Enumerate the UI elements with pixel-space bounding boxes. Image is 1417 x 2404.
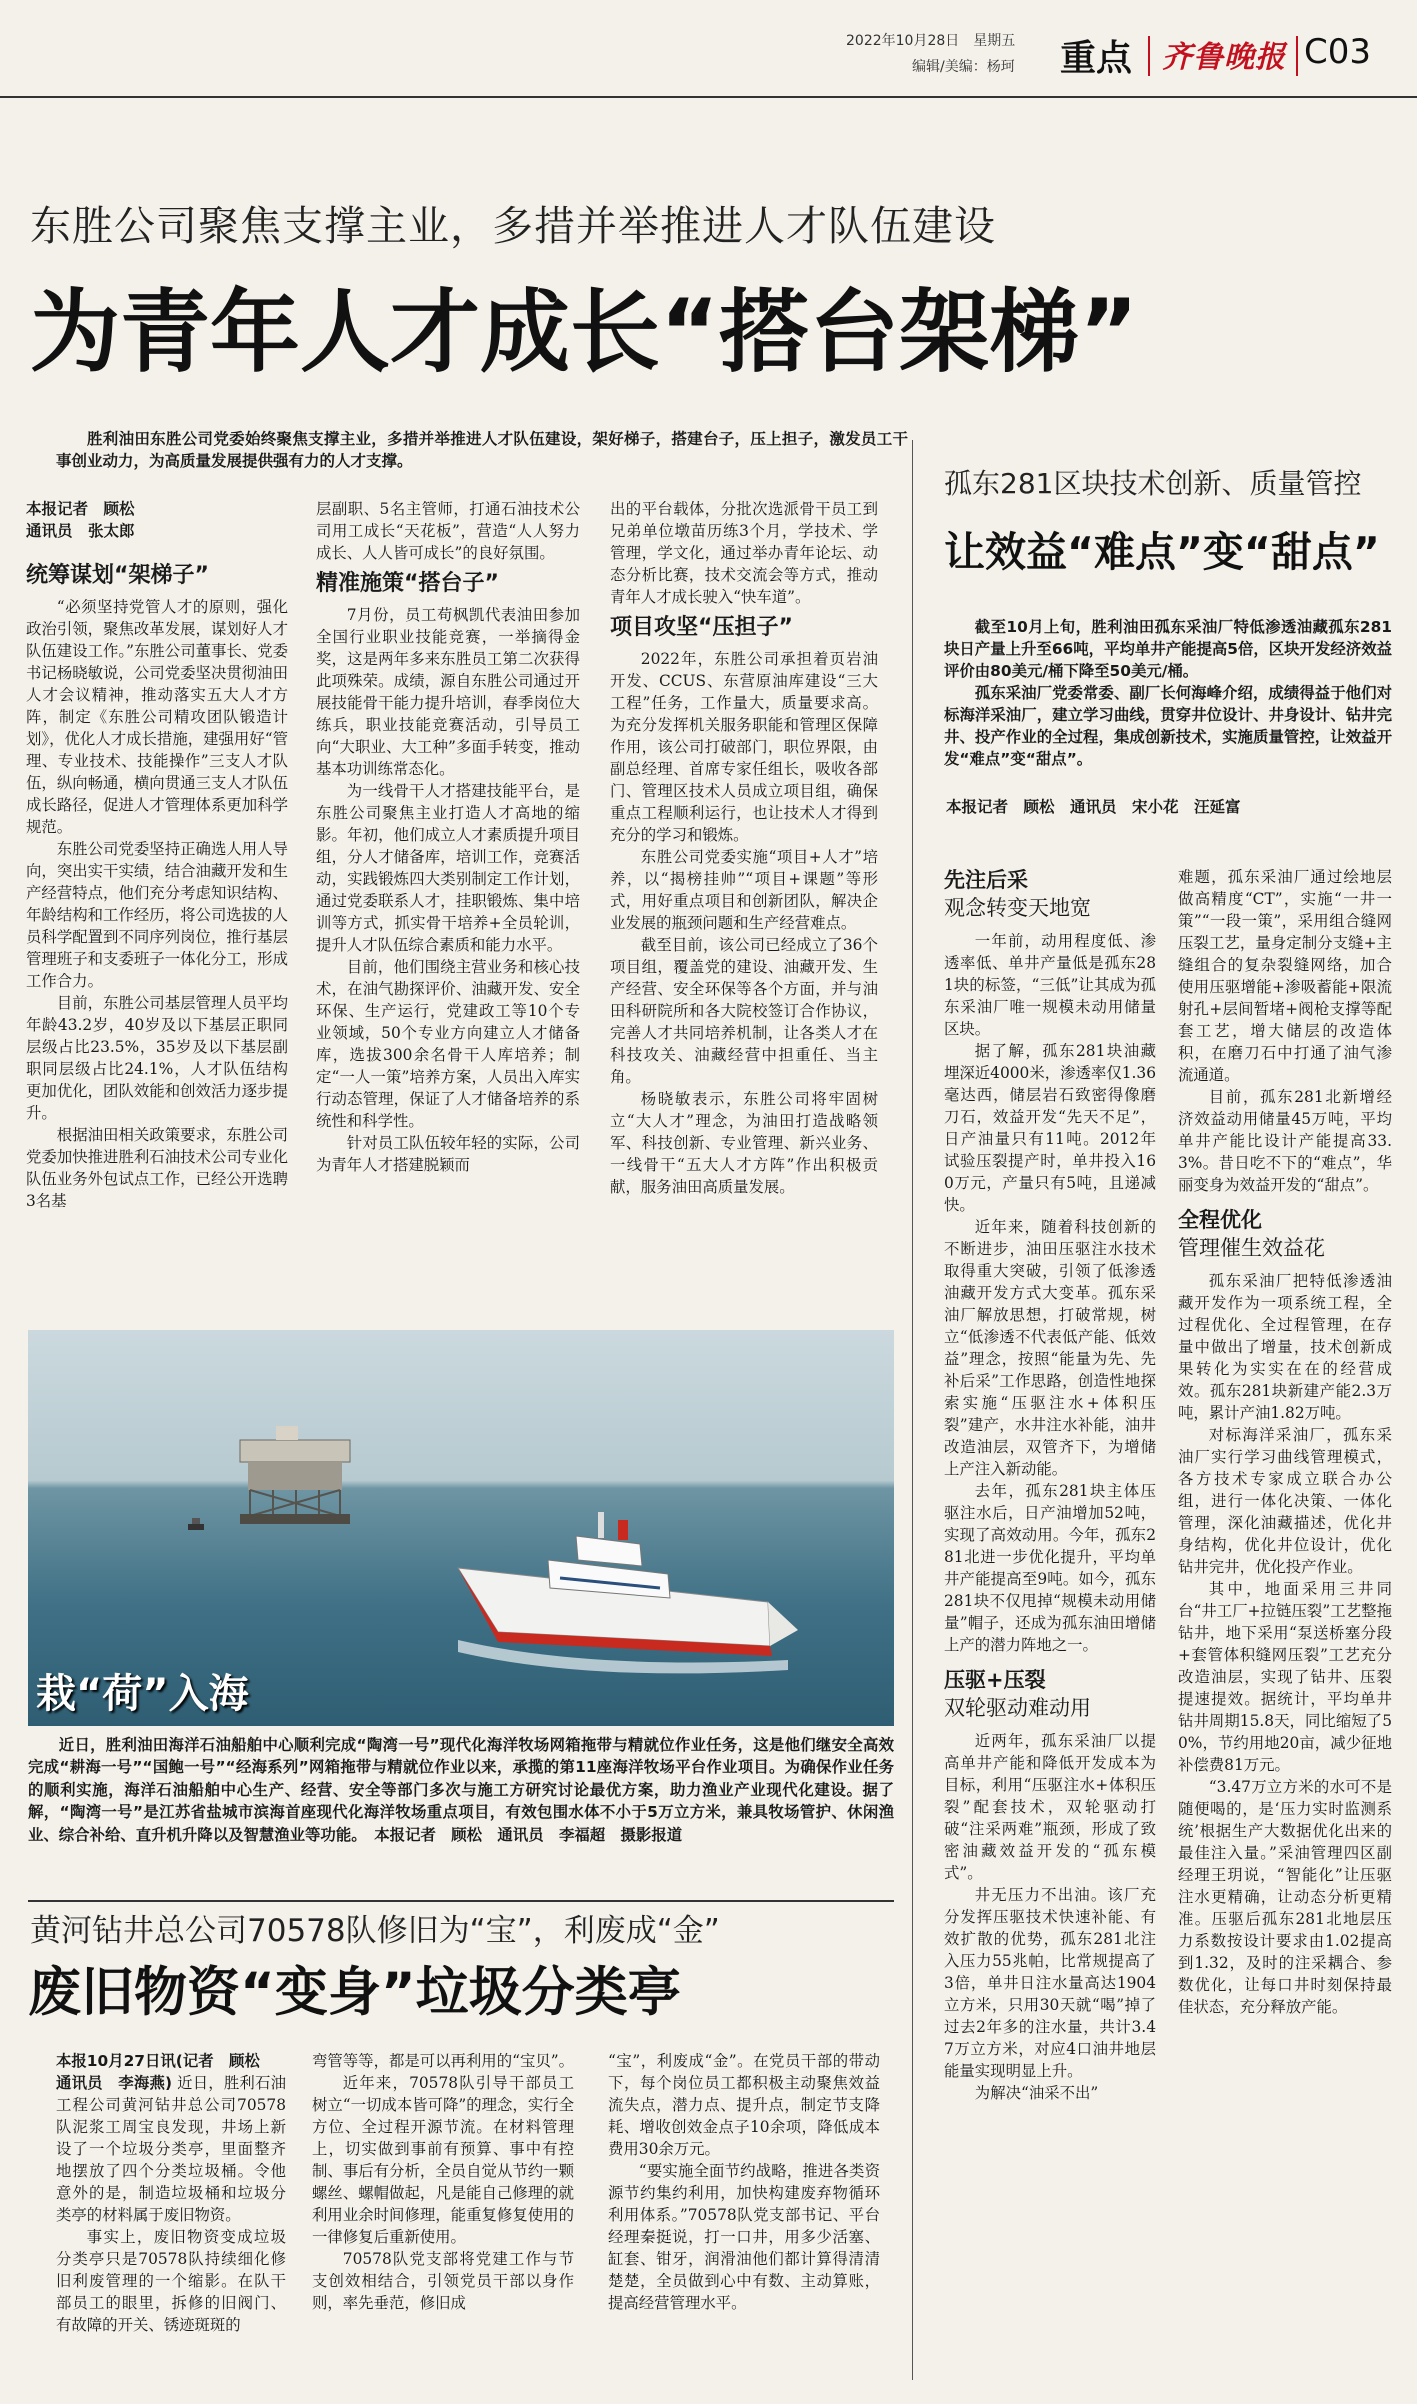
a1-paragraph: 截至目前，该公司已经成立了36个项目组，覆盖党的建设、油藏开发、生产经营、安全环保等各个方面，并与油田科研院所和各大院校签订合作协议，完善人才共同培养机制，让各类人才在科技攻关、油藏经营中担重任、当主角。 xyxy=(610,936,878,1086)
sea-photo xyxy=(28,1330,894,1726)
a1-paragraph: 2022年，东胜公司承担着页岩油开发、CCUS、东营原油库建设“三大工程”任务，工作量大，质量要求高。为充分发挥机关服务职能和管理区保障作用，该公司打破部门，职位界限，由副总经理、首席专家任组长，吸收各部门、管理区技术人员成立项目组，确保重点工程顺利运行，也让技术人才得到充分的学习和锻炼。 xyxy=(610,650,878,844)
a1-paragraph: 杨晓敏表示，东胜公司将牢固树立“大人才”理念，为油田打造战略领军、科技创新、专业管理、新兴业务、一线骨干“五大人才方阵”作出积极贡献，服务油田高质量发展。 xyxy=(610,1090,878,1196)
a1-subhead-2: 精准施策“搭台子” xyxy=(316,571,499,596)
a3-col-2 xyxy=(1178,866,1392,2382)
a1-paragraph: 出的平台载体，分批次选派骨干员工到兄弟单位墩苗历练3个月，学技术、学管理，学文化，通过举办青年论坛、动态分析比赛，技术交流会等方式，推动青年人才成长驶入“快车道”。 xyxy=(610,500,878,606)
page-number: C03 xyxy=(1304,32,1372,72)
issue-weekday: 星期五 xyxy=(973,33,1016,49)
header-date xyxy=(846,30,1015,50)
a2-paragraph: 事实上，废旧物资变成垃圾分类亭只是70578队持续细化修旧利废管理的一个缩影。在队干部员工的眼里，拆修的旧阀门、有故障的开关、锈迹斑斑的 xyxy=(56,2228,286,2334)
a2-col-1 xyxy=(56,2050,286,2390)
a1-paragraph: 7月份，员工苟枫凯代表油田参加全国行业职业技能竞赛，一举摘得金奖，这是两年多来东胜员工第二次获得此项殊荣。成绩，源自东胜公司通过开展技能骨干能力提升培训，春季岗位大练兵，职业技能竞赛活动，引导员工向“大职业、大工种”多面手转变，推动基本功训练常态化。 xyxy=(316,606,580,778)
photo-caption-box xyxy=(28,1734,894,1886)
a3-byline: 本报记者 顾松 通讯员 宋小花 汪延富 xyxy=(946,798,1241,816)
a2-kicker: 黄河钻井总公司70578队修旧为“宝”，利废成“金” xyxy=(30,1913,720,1949)
a3-paragraph: 近年来，随着科技创新的不断进步，油田压驱注水技术取得重大突破，引领了低渗透油藏开发方式大变革。孤东采油厂解放思想，打破常规，树立“低渗透不代表低产能、低效益”理念，按照“能量为先、先补后采”工作思路，创造性地探索实施“压驱注水+体积压裂”建产，水井注水补能，油井改造油层，双管齐下，为增储上产注入新动能。 xyxy=(944,1218,1156,1478)
a3-paragraph: 去年，孤东281块主体压驱注水后，日产油增加52吨，实现了高效动用。今年，孤东281北进一步优化提升，平均单井产能提高至9吨。如今，孤东281块不仅甩掉“规模未动用储量”帽子，还成为孤东油田增储上产的潜力阵地之一。 xyxy=(944,1482,1156,1654)
a1-paragraph: 针对员工队伍较年轻的实际，公司为青年人才搭建脱颖而 xyxy=(316,1134,580,1174)
a3-paragraph: 据了解，孤东281块油藏埋深近4000米，渗透率仅1.36毫达西，储层岩石致密得像磨刀石，效益开发“先天不足”，日产油量只有11吨。2012年试验压裂提产时，单井投入160万元，产量只有5吨，且递减快。 xyxy=(944,1042,1156,1214)
a2-paragraph: “宝”，利废成“金”。在党员干部的带动下，每个岗位员工都积极主动聚焦效益流失点，潜力点、提升点，制定节支降耗、增收创效金点子10余项，降低成本费用30余万元。 xyxy=(608,2052,880,2158)
a3-lead-2: 孤东采油厂党委常委、副厂长何海峰介绍，成绩得益于他们对标海洋采油厂，建立学习曲线，贯穿井位设计、井身设计、钻井完井、投产作业的全过程，集成创新技术，实施质量管控，让效益开发“难点”变“甜点”。 xyxy=(944,684,1392,768)
newspaper-logo: 齐鲁晚报 xyxy=(1162,40,1286,75)
small-tugboat xyxy=(188,1518,204,1530)
a1-paragraph: 目前，他们围绕主营业务和核心技术，在油气勘探评价、油藏开发、安全环保、生产运行，党建政工等10个专业领域，50个专业方向建立人才储备库，选拔300余名骨干人库培养；制定“一人一策”培养方案，人员出入库实行动态管理，保证了人才储备培养的系统性和科学性。 xyxy=(316,958,580,1130)
a2-col-2 xyxy=(312,2050,574,2390)
a2-text: 近日，胜利石油工程公司黄河钻井总公司70578队泥浆工周宝良发现，井场上新设了一个垃圾分类亭，里面整齐地摆放了四个分类垃圾桶。令他意外的是，制造垃圾桶和垃圾分类亭的材料属于废旧物资。 xyxy=(56,2074,286,2224)
a1-correspondent: 通讯员 张太郎 xyxy=(26,522,135,540)
a1-paragraph: 根据油田相关政策要求，东胜公司党委加快推进胜利石油技术公司专业化队伍业务外包试点工作，已经公开选聘3名基 xyxy=(26,1126,288,1210)
photo-title: 栽“荷”入海 xyxy=(36,1671,249,1717)
photo-caption: 近日，胜利油田海洋石油船舶中心顺利完成“陶湾一号”现代化海洋牧场网箱拖带与精就位作业任务，这是他们继安全高效完成“耕海一号”“国鲍一号”“经海系列”网箱拖带与精就位作业以来，承揽的第11座海洋牧场平台作业项目。为确保作业任务的顺利实施，海洋石油船舶中心生产、经营、安全等部门多次与施工方研究讨论最优方案，助力渔业产业现代化建设。据了解，“陶湾一号”是江苏省盐城市滨海首座现代化海洋牧场重点项目，有效包围水体不小于5万立方米，兼具牧场管护、休闲渔业、综合补给、直升机升降以及智慧渔业等功能。 本报记者 顾松 通讯员 李福超 摄影报道 xyxy=(28,1736,894,1844)
a1-col-1 xyxy=(26,496,288,1322)
a3-kicker: 孤东281区块技术创新、质量管控 xyxy=(944,467,1362,500)
rescue-ship xyxy=(458,1512,798,1673)
a3-subhead-3b: 管理催生效益花 xyxy=(1178,1236,1325,1260)
a2-byline-2: 通讯员 李海燕) xyxy=(56,2074,173,2092)
a3-paragraph: “3.47万立方米的水可不是随便喝的，是‘压力实时监测系统’根据生产大数据优化出来的最佳注入量。”采油管理四区副经理王玥说，“智能化”让压驱注水更精确，让动态分析更精准。压驱后孤东281北地层压力系数按设计要求由1.02提高到1.32，及时的注采耦合、参数优化，让每口井时刻保持最佳状态，充分释放产能。 xyxy=(1178,1778,1392,2016)
header-rule xyxy=(0,96,1417,98)
header-editor: 编辑/美编：杨珂 xyxy=(912,59,1015,75)
a1-paragraph: 层副职、5名主管师，打通石油技术公司用工成长“天花板”，营造“人人努力成长、人人皆可成长”的良好氛围。 xyxy=(316,500,580,562)
a2-byline-1: 本报10月27日讯(记者 顾松 xyxy=(56,2052,260,2070)
a2-paragraph: “要实施全面节约战略，推进各类资源节约集约利用，加快构建废弃物循环利用体系。”70578队党支部书记、平台经理秦挺说，打一口井，用多少活塞、缸套、钳牙，润滑油他们都计算得清清楚楚，全员做到心中有数、主动算账，提高经营管理水平。 xyxy=(608,2162,880,2312)
a2-col-3 xyxy=(608,2050,880,2390)
a1-subhead-3: 项目攻坚“压担子” xyxy=(610,615,793,640)
a1-col-2 xyxy=(316,498,580,1322)
a3-lead xyxy=(944,616,1392,776)
header-divider xyxy=(1148,36,1150,76)
a1-paragraph: 为一线骨干人才搭建技能平台，是东胜公司聚焦主业打造人才高地的缩影。年初，他们成立人才素质提升项目组，分人才储备库，培训工作，竞赛活动，实践锻炼四大类别制定工作计划，通过党委联系人才，挂职锻炼、集中培训等方式，抓实骨干培养+全员轮训，提升人才队伍综合素质和能力水平。 xyxy=(316,782,580,954)
a3-subhead-1a: 先注后采 xyxy=(944,868,1028,892)
a1-headline: 为青年人才成长“搭台架梯” xyxy=(30,280,1139,385)
a3-paragraph: 为解决“油采不出” xyxy=(974,2084,1099,2102)
a3-paragraph: 其中，地面采用三井同台“井工厂+拉链压裂”工艺整拖钻井，地下采用“泵送桥塞分段+套管体积缝网压裂”工艺充分改造油层，实现了钻井、压裂提速提效。据统计，平均单井钻井周期15.8天，同比缩短了50%，节约用地20亩，减少征地补偿费81万元。 xyxy=(1178,1580,1392,1774)
a3-paragraph: 一年前，动用程度低、渗透率低、单井产量低是孤东281块的标签，“三低”让其成为孤东采油厂唯一规模未动用储量区块。 xyxy=(944,932,1156,1038)
a3-paragraph: 目前，孤东281北新增经济效益动用储量45万吨，平均单井产能比设计产能提高33.3%。昔日吃不下的“难点”，华丽变身为效益开发的“甜点”。 xyxy=(1178,1088,1392,1194)
a2-paragraph: 近年来，70578队引导干部员工树立“一切成本皆可降”的理念，实行全方位、全过程开源节流。在材料管理上，切实做到事前有预算、事中有控制、事后有分析，全员自觉从节约一颗螺丝、螺帽做起，凡是能自己修理的就利用业余时间修理，能重复修复使用的一律修复后重新使用。 xyxy=(312,2074,574,2246)
column-separator xyxy=(912,440,913,2380)
issue-date: 2022年10月28日 xyxy=(846,33,960,49)
a2-headline: 废旧物资“变身”垃圾分类亭 xyxy=(28,1962,681,2023)
a1-paragraph: 东胜公司党委坚持正确选人用人导向，突出实干实绩，结合油藏开发和生产经营特点，他们充分考虑知识结构、年龄结构和工作经历，将公司选拔的人员科学配置到不同序列岗位，推行基层管理班子和支委班子一体化分工，形成工作合力。 xyxy=(26,840,288,990)
a2-paragraph: 弯管等等，都是可以再利用的“宝贝”。 xyxy=(312,2052,574,2070)
a3-paragraph: 近两年，孤东采油厂以提高单井产能和降低开发成本为目标，利用“压驱注水+体积压裂”配套技术，双轮驱动打破“注采两难”瓶颈，形成了致密油藏效益开发的“孤东模式”。 xyxy=(944,1732,1156,1882)
a3-col-1 xyxy=(944,866,1156,2382)
a1-paragraph: “必须坚持党管人才的原则，强化政治引领，聚焦改革发展，谋划好人才队伍建设工作。”东胜公司董事长、党委书记杨晓敏说，公司党委坚决贯彻油田人才会议精神，推动落实五大人才方阵，制定《东胜公司精攻团队锻造计划》，优化人才成长措施，建强用好“管理、专业技术、技能操作”三支人才队伍，纵向畅通，横向贯通三支人才队伍成长路径，促进人才管理体系更加科学规范。 xyxy=(26,598,288,836)
a3-subhead-1b: 观念转变天地宽 xyxy=(944,896,1091,920)
a3-paragraph: 对标海洋采油厂，孤东采油厂实行学习曲线管理模式，各方技术专家成立联合办公组，进行一体化决策、一体化管理，深化油藏描述，优化井身结构，优化井位设计，优化钻井完井，优化投产作业。 xyxy=(1178,1426,1392,1576)
a1-subhead-1: 统筹谋划“架梯子” xyxy=(26,563,209,588)
a3-headline: 让效益“难点”变“甜点” xyxy=(944,528,1380,576)
a1-paragraph: 东胜公司党委实施“项目+人才”培养，以“揭榜挂帅”“项目+课题”等形式，用好重点项目和创新团队，解决企业发展的瓶颈问题和生产经营难点。 xyxy=(610,848,878,932)
a2-paragraph: 70578队党支部将党建工作与节支创效相结合，引领党员干部以身作则，率先垂范，修旧成 xyxy=(312,2250,574,2312)
a2-paragraph-1 xyxy=(56,2050,286,2226)
a3-subhead-2a: 压驱+压裂 xyxy=(944,1668,1046,1692)
a1-paragraph: 目前，东胜公司基层管理人员平均年龄43.2岁，40岁及以下基层正职同层级占比23.5%，35岁及以下基层副职同层级占比24.1%，人才队伍结构更加优化，团队效能和创效活力逐步提升。 xyxy=(26,994,288,1122)
section-rule xyxy=(28,1900,894,1902)
a1-lead xyxy=(56,428,908,472)
a1-kicker: 东胜公司聚焦支撑主业，多措并举推进人才队伍建设 xyxy=(30,202,996,250)
a3-paragraph: 井无压力不出油。该厂充分发挥压驱技术快速补能、有效扩散的优势，孤东281北注入压力55兆帕，比常规提高了3倍，单井日注水量高达1904立方米，只用30天就“喝”掉了过去2年多的注水量，共计3.47万立方米，对应4口油井地层能量实现明显上升。 xyxy=(944,1886,1156,2080)
a1-col-3 xyxy=(610,498,878,1322)
a3-lead-1: 截至10月上旬，胜利油田孤东采油厂特低渗透油藏孤东281块日产量上升至66吨，平均单井产能提高5倍，区块开发经济效益评价由80美元/桶下降至50美元/桶。 xyxy=(944,618,1392,680)
a3-paragraph: 孤东采油厂把特低渗透油藏开发作为一项系统工程，全过程优化、全过程管理，在存量中做出了增量，技术创新成果转化为实实在在的经营成效。孤东281块新建产能2.3万吨，累计产油1.82万吨。 xyxy=(1178,1272,1392,1422)
section-name: 重点 xyxy=(1060,38,1133,79)
a1-reporter: 本报记者 顾松 xyxy=(26,500,135,518)
header-divider-2 xyxy=(1296,36,1298,76)
a1-lead-text: 胜利油田东胜公司党委始终聚焦支撑主业，多措并举推进人才队伍建设，架好梯子，搭建台子，压上担子，激发员工干事创业动力，为高质量发展提供强有力的人才支撑。 xyxy=(56,430,908,470)
a3-paragraph: 难题，孤东采油厂通过绘地层做高精度“CT”，实施“一井一策”“一段一策”，采用组合缝网压裂工艺，量身定制分支缝+主缝组合的复杂裂缝网络，加合使用压驱增能+渗吸蓄能+限流射孔+层间暂堵+阀枪支撑等配套工艺，增大储层的改造体积，在磨刀石中打通了油气渗流通道。 xyxy=(1178,868,1392,1084)
a3-subhead-3a: 全程优化 xyxy=(1178,1208,1262,1232)
a3-subhead-2b: 双轮驱动难动用 xyxy=(944,1696,1091,1720)
cage-platform xyxy=(240,1426,350,1524)
